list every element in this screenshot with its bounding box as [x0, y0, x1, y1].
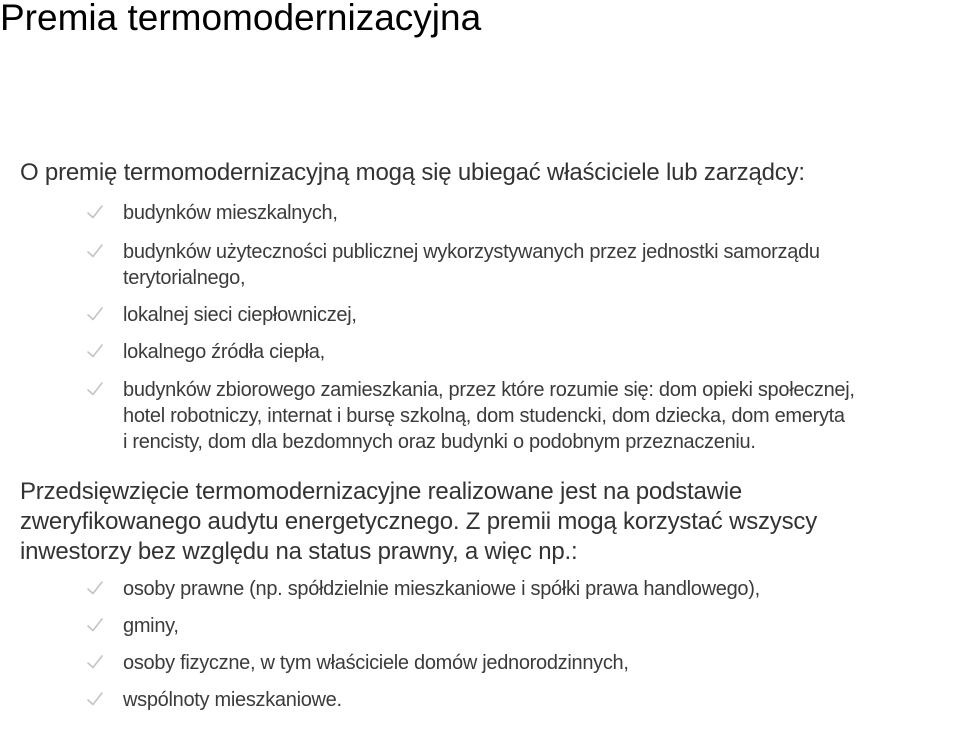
list-item-text: hotel robotniczy, internat i bursę szkolną, dom studencki, dom dziecka, dom emeryta — [123, 405, 845, 427]
check-icon — [86, 654, 104, 670]
section-2-heading-line: Przedsięwzięcie termomodernizacyjne realizowane jest na podstawie — [20, 478, 743, 505]
list-item — [86, 687, 760, 713]
check-icon — [86, 580, 104, 596]
list-item — [86, 239, 855, 291]
list-item-text: osoby fizyczne, w tym właściciele domów jednorodzinnych, — [123, 652, 629, 674]
check-icon — [86, 617, 104, 633]
section-1-heading: O premię termomodernizacyjną mogą się ubiegać właściciele lub zarządcy: — [20, 159, 805, 186]
section-2-heading-line: zweryfikowanego audytu energetycznego. Z premii mogą korzystać wszyscy — [20, 508, 818, 535]
scanned-content — [6, 140, 956, 730]
check-icon — [86, 381, 104, 397]
section-2-heading-line: inwestorzy bez względu na status prawny, a więc np.: — [20, 538, 578, 565]
list-item — [86, 576, 760, 602]
list-item — [86, 339, 855, 365]
list-item-text: gminy, — [123, 615, 179, 637]
check-icon — [86, 204, 104, 220]
list-item — [86, 650, 760, 676]
check-icon — [86, 343, 104, 359]
list-item-text: budynków użyteczności publicznej wykorzystywanych przez jednostki samorządu — [123, 241, 820, 263]
list-item-text: budynków mieszkalnych, — [123, 202, 338, 224]
section-2-heading — [20, 477, 817, 567]
list-item-text: terytorialnego, — [123, 267, 246, 289]
list-item-text: lokalnej sieci ciepłowniczej, — [123, 304, 357, 326]
check-icon — [86, 306, 104, 322]
list-item — [86, 200, 855, 226]
list-item-text: i rencisty, dom dla bezdomnych oraz budynki o podobnym przeznaczeniu. — [123, 431, 756, 453]
eligible-investors-list — [86, 576, 760, 713]
list-item — [86, 302, 855, 328]
list-item — [86, 613, 760, 639]
list-item-text: osoby prawne (np. spółdzielnie mieszkaniowe i spółki prawa handlowego), — [123, 578, 760, 600]
page-title: Premia termomodernizacyjna — [0, 0, 482, 38]
list-item-text: lokalnego źródła ciepła, — [123, 341, 325, 363]
eligible-owners-list — [86, 200, 855, 455]
list-item — [86, 377, 855, 455]
check-icon — [86, 691, 104, 707]
check-icon — [86, 243, 104, 259]
list-item-text: wspólnoty mieszkaniowe. — [123, 689, 342, 711]
list-item-text: budynków zbiorowego zamieszkania, przez które rozumie się: dom opieki społecznej, — [123, 379, 855, 401]
